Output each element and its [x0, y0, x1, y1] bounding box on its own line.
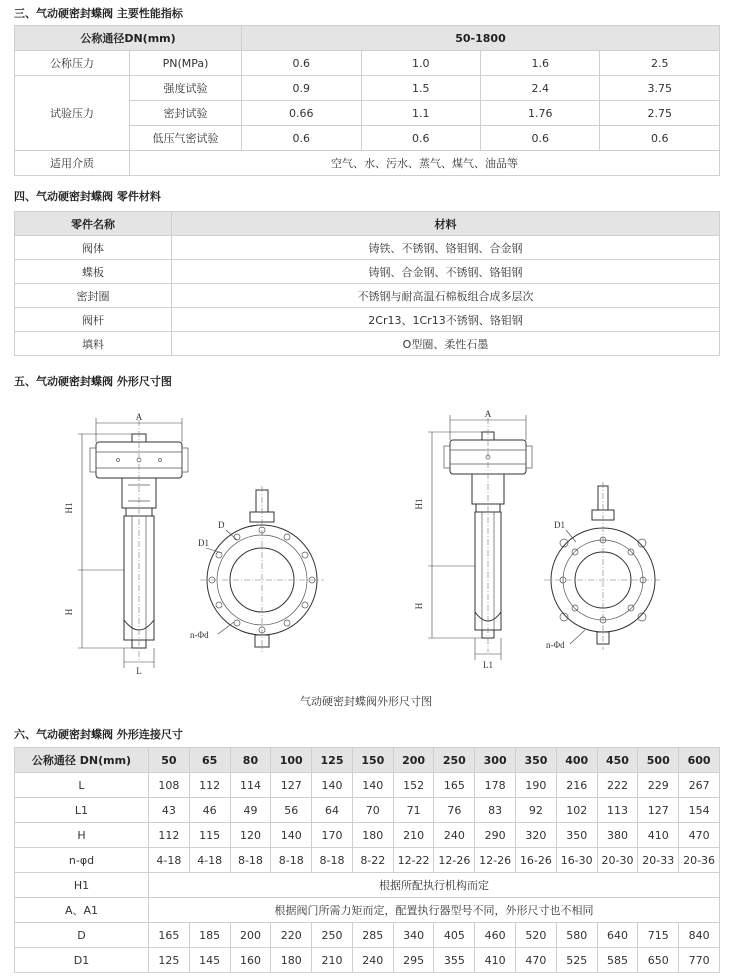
dn-header-cell: 300 — [475, 748, 516, 773]
dn-header-label: 公称通径DN(mm) — [15, 26, 242, 51]
table-cell: 178 — [475, 773, 516, 798]
table-cell: 1.5 — [361, 76, 480, 101]
table-row — [15, 898, 720, 923]
right-front-view — [544, 482, 662, 650]
table-row — [15, 308, 720, 332]
media-value: 空气、水、污水、蒸气、煤气、油品等 — [130, 151, 720, 176]
table-cell: 115 — [189, 823, 230, 848]
part-name: 密封圈 — [15, 284, 172, 308]
label-h1: H1 — [64, 502, 74, 514]
table-cell: 470 — [516, 948, 557, 973]
dn-header-value: 50-1800 — [242, 26, 720, 51]
performance-table — [14, 25, 720, 176]
dimensions-table — [14, 747, 720, 973]
table-cell: 650 — [638, 948, 679, 973]
table-row — [15, 76, 720, 101]
table-cell: 114 — [230, 773, 271, 798]
table-cell: 770 — [679, 948, 720, 973]
part-material: O型圈、柔性石墨 — [172, 332, 720, 356]
part-name: 填料 — [15, 332, 172, 356]
table-row — [15, 923, 720, 948]
table-row — [15, 848, 720, 873]
table-cell: 2.5 — [600, 51, 720, 76]
table-cell: 170 — [312, 823, 353, 848]
table-cell: 0.6 — [361, 126, 480, 151]
row-item-label: 低压气密试验 — [130, 126, 242, 151]
dimension-drawing — [0, 390, 732, 690]
table-row — [15, 873, 720, 898]
table-cell: 140 — [312, 773, 353, 798]
table-cell: 1.1 — [361, 101, 480, 126]
table-row — [15, 773, 720, 798]
table-cell: 140 — [271, 823, 312, 848]
table-cell: 43 — [149, 798, 190, 823]
table-cell: 16-26 — [516, 848, 557, 873]
table-cell: 0.6 — [600, 126, 720, 151]
table-cell: 12-22 — [393, 848, 434, 873]
label-l: L — [136, 666, 142, 676]
right-side-view — [414, 409, 532, 670]
table-cell: 152 — [393, 773, 434, 798]
table-cell: 220 — [271, 923, 312, 948]
table-row — [15, 823, 720, 848]
row-group-label: 公称压力 — [15, 51, 130, 76]
table-cell: 12-26 — [475, 848, 516, 873]
table-row — [15, 151, 720, 176]
table-cell: 127 — [271, 773, 312, 798]
table-cell: 0.9 — [242, 76, 361, 101]
dn-header-cell: 100 — [271, 748, 312, 773]
left-front-view — [190, 486, 324, 652]
dn-header-cell: 200 — [393, 748, 434, 773]
dn-header-cell: 150 — [352, 748, 393, 773]
table-cell: 520 — [516, 923, 557, 948]
table-cell: 102 — [556, 798, 597, 823]
row-label: L1 — [15, 798, 149, 823]
table-row — [15, 236, 720, 260]
table-cell: 160 — [230, 948, 271, 973]
table-row — [15, 51, 720, 76]
dn-header-label: 公称通径 DN(mm) — [15, 748, 149, 773]
section4-title: 四、气动硬密封蝶阀 零件材料 — [14, 190, 161, 203]
table-cell: 8-18 — [230, 848, 271, 873]
part-material: 不锈钢与耐高温石棉板组合成多层次 — [172, 284, 720, 308]
table-cell: 355 — [434, 948, 475, 973]
label-n-phi-d-right: n-Φd — [546, 640, 565, 650]
table-cell: 120 — [230, 823, 271, 848]
table-cell: 240 — [352, 948, 393, 973]
dn-header-cell: 350 — [516, 748, 557, 773]
table-cell: 76 — [434, 798, 475, 823]
dn-header-cell: 50 — [149, 748, 190, 773]
section6-title: 六、气动硬密封蝶阀 外形连接尺寸 — [14, 728, 183, 741]
table-cell: 20-33 — [638, 848, 679, 873]
label-a: A — [135, 412, 143, 422]
table-cell: 3.75 — [600, 76, 720, 101]
dn-header-cell: 65 — [189, 748, 230, 773]
table-cell: 140 — [352, 773, 393, 798]
label-h: H — [64, 608, 74, 616]
table-cell: 200 — [230, 923, 271, 948]
table-cell: 580 — [556, 923, 597, 948]
table-cell: 145 — [189, 948, 230, 973]
row-label: n-φd — [15, 848, 149, 873]
table-cell: 165 — [434, 773, 475, 798]
row-label: H1 — [15, 873, 149, 898]
table-cell: 210 — [312, 948, 353, 973]
table-cell: 840 — [679, 923, 720, 948]
table-cell: 250 — [312, 923, 353, 948]
drawing-caption: 气动硬密封蝶阀外形尺寸图 — [300, 695, 432, 708]
table-cell: 112 — [189, 773, 230, 798]
table-cell: 410 — [638, 823, 679, 848]
table-cell: 71 — [393, 798, 434, 823]
table-cell: 180 — [271, 948, 312, 973]
table-cell: 340 — [393, 923, 434, 948]
table-cell: 229 — [638, 773, 679, 798]
part-name: 阀杆 — [15, 308, 172, 332]
table-cell: 0.6 — [242, 51, 361, 76]
row-item-label: 密封试验 — [130, 101, 242, 126]
table-cell: 180 — [352, 823, 393, 848]
table-cell: 285 — [352, 923, 393, 948]
part-name: 阀体 — [15, 236, 172, 260]
table-cell: 64 — [312, 798, 353, 823]
dn-header-cell: 400 — [556, 748, 597, 773]
table-cell: 125 — [149, 948, 190, 973]
table-row — [15, 260, 720, 284]
table-cell: 0.66 — [242, 101, 361, 126]
table-cell: 1.0 — [361, 51, 480, 76]
label-d1: D1 — [198, 538, 209, 548]
label-h-right: H — [414, 602, 424, 610]
label-a1: A — [484, 409, 492, 419]
table-cell: 1.6 — [480, 51, 599, 76]
table-cell: 525 — [556, 948, 597, 973]
part-name-header: 零件名称 — [15, 212, 172, 236]
row-span-note: 根据所配执行机构而定 — [149, 873, 720, 898]
table-cell: 46 — [189, 798, 230, 823]
table-cell: 8-18 — [271, 848, 312, 873]
table-row — [15, 948, 720, 973]
table-cell: 216 — [556, 773, 597, 798]
left-side-view — [64, 412, 188, 676]
label-h1-right: H1 — [414, 498, 424, 510]
table-cell: 405 — [434, 923, 475, 948]
table-cell: 267 — [679, 773, 720, 798]
table-cell: 112 — [149, 823, 190, 848]
row-label: D — [15, 923, 149, 948]
part-name: 蝶板 — [15, 260, 172, 284]
table-cell: 4-18 — [149, 848, 190, 873]
row-label: A、A1 — [15, 898, 149, 923]
row-label: H — [15, 823, 149, 848]
table-cell: 470 — [679, 823, 720, 848]
table-cell: 16-30 — [556, 848, 597, 873]
section5-title: 五、气动硬密封蝶阀 外形尺寸图 — [14, 375, 172, 388]
row-label: L — [15, 773, 149, 798]
label-d: D — [218, 520, 225, 530]
table-cell: 410 — [475, 948, 516, 973]
table-cell: 12-26 — [434, 848, 475, 873]
row-group-label: 试验压力 — [15, 76, 130, 151]
table-cell: 113 — [597, 798, 638, 823]
row-item-label: PN(MPa) — [130, 51, 242, 76]
table-cell: 165 — [149, 923, 190, 948]
table-cell: 0.6 — [480, 126, 599, 151]
table-cell: 154 — [679, 798, 720, 823]
material-header: 材料 — [172, 212, 720, 236]
table-cell: 83 — [475, 798, 516, 823]
table-cell: 92 — [516, 798, 557, 823]
part-material: 铸钢、合金钢、不锈钢、铬钼钢 — [172, 260, 720, 284]
table-cell: 1.76 — [480, 101, 599, 126]
row-item-label: 强度试验 — [130, 76, 242, 101]
table-cell: 108 — [149, 773, 190, 798]
table-cell: 20-36 — [679, 848, 720, 873]
label-n-phi-d: n-Φd — [190, 630, 209, 640]
table-cell: 240 — [434, 823, 475, 848]
table-cell: 350 — [556, 823, 597, 848]
table-cell: 295 — [393, 948, 434, 973]
dn-header-cell: 125 — [312, 748, 353, 773]
table-cell: 585 — [597, 948, 638, 973]
table-cell: 185 — [189, 923, 230, 948]
table-cell: 190 — [516, 773, 557, 798]
dn-header-cell: 600 — [679, 748, 720, 773]
table-cell: 2.75 — [600, 101, 720, 126]
table-row — [15, 798, 720, 823]
row-span-note: 根据阀门所需力矩而定，配置执行器型号不同，外形尺寸也不相同 — [149, 898, 720, 923]
table-cell: 222 — [597, 773, 638, 798]
table-row — [15, 284, 720, 308]
table-cell: 127 — [638, 798, 679, 823]
table-header-row — [15, 748, 720, 773]
table-cell: 70 — [352, 798, 393, 823]
part-material: 2Cr13、1Cr13不锈钢、铬钼钢 — [172, 308, 720, 332]
table-cell: 20-30 — [597, 848, 638, 873]
dn-header-cell: 250 — [434, 748, 475, 773]
table-cell: 56 — [271, 798, 312, 823]
table-cell: 8-18 — [312, 848, 353, 873]
table-cell: 0.6 — [242, 126, 361, 151]
media-label: 适用介质 — [15, 151, 130, 176]
table-cell: 8-22 — [352, 848, 393, 873]
materials-table — [14, 211, 720, 356]
table-cell: 290 — [475, 823, 516, 848]
label-l1: L1 — [483, 660, 493, 670]
table-cell: 4-18 — [189, 848, 230, 873]
table-cell: 210 — [393, 823, 434, 848]
table-cell: 460 — [475, 923, 516, 948]
dn-header-cell: 450 — [597, 748, 638, 773]
table-cell: 380 — [597, 823, 638, 848]
section3-title: 三、气动硬密封蝶阀 主要性能指标 — [14, 7, 183, 20]
part-material: 铸铁、不锈钢、铬钼钢、合金钢 — [172, 236, 720, 260]
dn-header-cell: 500 — [638, 748, 679, 773]
table-row — [15, 332, 720, 356]
row-label: D1 — [15, 948, 149, 973]
dn-header-cell: 80 — [230, 748, 271, 773]
label-d1-right: D1 — [554, 520, 565, 530]
table-cell: 640 — [597, 923, 638, 948]
table-cell: 2.4 — [480, 76, 599, 101]
table-cell: 715 — [638, 923, 679, 948]
table-cell: 49 — [230, 798, 271, 823]
table-cell: 320 — [516, 823, 557, 848]
